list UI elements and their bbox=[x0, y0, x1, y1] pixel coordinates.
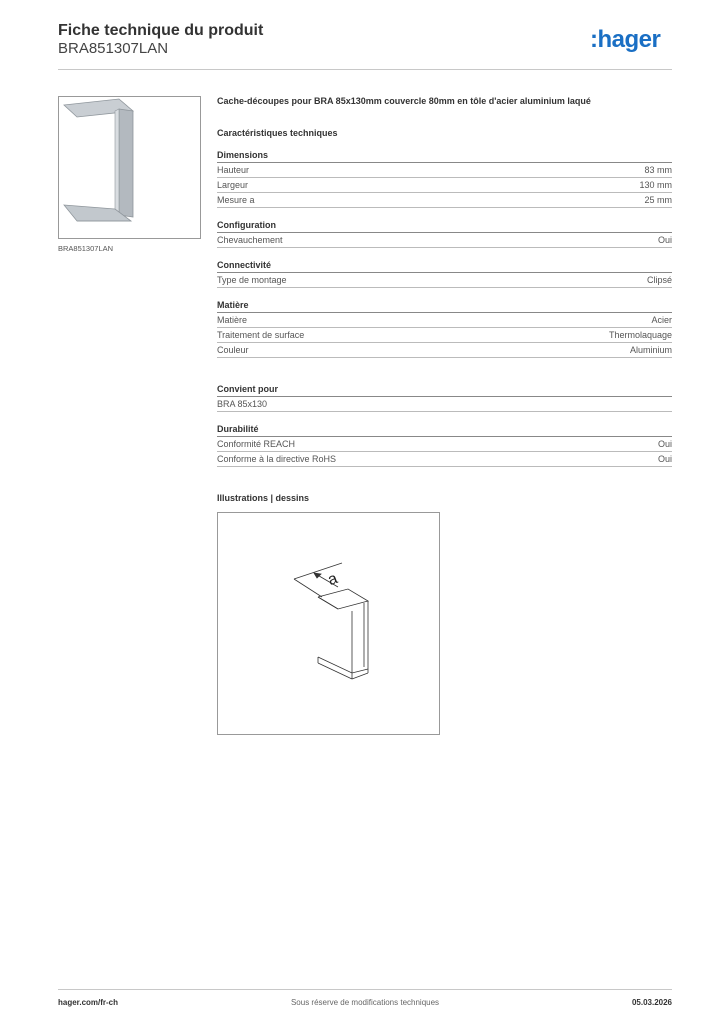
group-connectivite bbox=[217, 260, 672, 288]
spec-row bbox=[217, 452, 672, 467]
product-description: Cache-découpes pour BRA 85x130mm couvercle 80mm en tôle d'acier aluminium laqué bbox=[217, 96, 591, 106]
product-reference: BRA851307LAN bbox=[58, 40, 169, 57]
spec-row bbox=[217, 193, 672, 208]
spec-label: Largeur bbox=[217, 180, 249, 190]
spec-label: Couleur bbox=[217, 345, 249, 355]
spec-label: Type de montage bbox=[217, 275, 287, 285]
footer-website: hager.com/fr-ch bbox=[58, 998, 119, 1007]
group-durabilite bbox=[217, 424, 672, 467]
spec-value: Thermolaquage bbox=[608, 330, 672, 340]
spec-row bbox=[217, 437, 672, 452]
spec-label: BRA 85x130 bbox=[217, 399, 268, 409]
group-title: Matière bbox=[217, 300, 672, 313]
spec-row bbox=[217, 397, 672, 412]
spec-label: Chevauchement bbox=[217, 235, 283, 245]
spec-value: Oui bbox=[657, 454, 672, 464]
product-image bbox=[58, 96, 201, 239]
product-image-caption: BRA851307LAN bbox=[58, 244, 114, 253]
spec-value: 25 mm bbox=[644, 195, 672, 205]
spec-value: Acier bbox=[651, 315, 672, 325]
main-content bbox=[217, 96, 672, 735]
spec-label: Matière bbox=[217, 315, 248, 325]
technical-drawing bbox=[217, 512, 440, 735]
spec-value: 83 mm bbox=[644, 165, 672, 175]
page-header bbox=[58, 22, 672, 70]
spec-value: Oui bbox=[657, 235, 672, 245]
spec-label: Conformité REACH bbox=[217, 439, 296, 449]
group-title: Dimensions bbox=[217, 150, 672, 163]
dimension-label: a bbox=[325, 570, 340, 590]
spec-row bbox=[217, 178, 672, 193]
group-title: Connectivité bbox=[217, 260, 672, 273]
dimension-drawing bbox=[218, 513, 439, 734]
group-title: Durabilité bbox=[217, 424, 672, 437]
spec-row bbox=[217, 163, 672, 178]
spec-row bbox=[217, 328, 672, 343]
spec-row bbox=[217, 343, 672, 358]
characteristics-heading: Caractéristiques techniques bbox=[217, 128, 338, 138]
document-title: Fiche technique du produit bbox=[58, 22, 264, 39]
spec-label: Conforme à la directive RoHS bbox=[217, 454, 337, 464]
illustrations-heading: Illustrations | dessins bbox=[217, 493, 310, 503]
group-configuration bbox=[217, 220, 672, 248]
spec-row bbox=[217, 313, 672, 328]
spec-row bbox=[217, 233, 672, 248]
product-photo bbox=[59, 97, 200, 238]
group-matiere bbox=[217, 300, 672, 358]
spec-value: Clipsé bbox=[646, 275, 672, 285]
spec-label: Traitement de surface bbox=[217, 330, 305, 340]
group-convient-pour bbox=[217, 384, 672, 412]
page-footer bbox=[58, 989, 672, 1009]
spec-value: Aluminium bbox=[629, 345, 672, 355]
group-dimensions bbox=[217, 150, 672, 208]
spec-row bbox=[217, 273, 672, 288]
footer-disclaimer: Sous réserve de modifications techniques bbox=[290, 998, 440, 1007]
group-title: Convient pour bbox=[217, 384, 672, 397]
spec-label: Mesure a bbox=[217, 195, 255, 205]
footer-date: 05.03.2026 bbox=[631, 998, 672, 1007]
spec-label: Hauteur bbox=[217, 165, 250, 175]
group-title: Configuration bbox=[217, 220, 672, 233]
svg-text::hager: :hager bbox=[590, 26, 661, 53]
hager-logo bbox=[590, 25, 672, 55]
spec-value: 130 mm bbox=[639, 180, 672, 190]
spec-value: Oui bbox=[657, 439, 672, 449]
